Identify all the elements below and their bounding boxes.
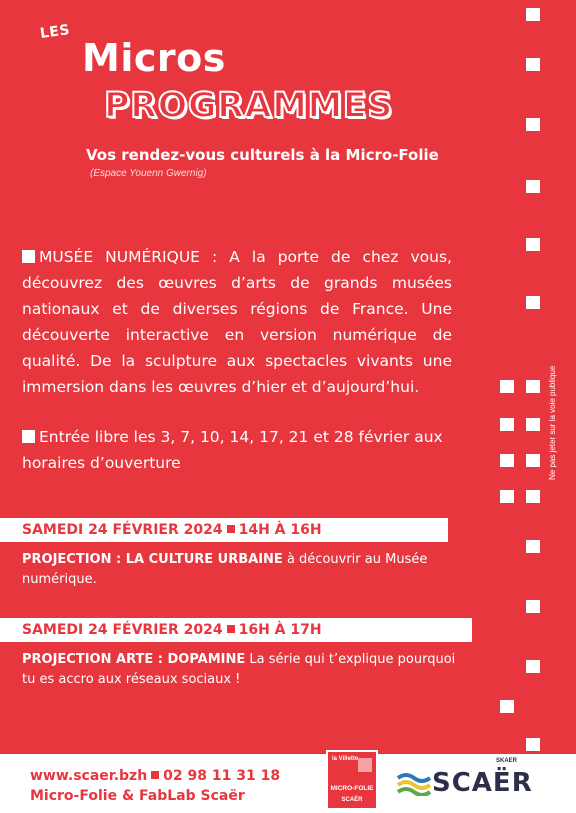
footer-org: Micro-Folie & FabLab Scaër [30,788,245,804]
mf-logo-city: SCAËR [341,797,363,803]
strip-square [500,380,514,393]
micro-folie-logo [326,750,378,810]
mf-logo-name: MICRO-FOLIE [328,785,376,792]
scaer-wave-icon [396,770,432,796]
strip-square [526,600,540,613]
event-text: La série qui t’explique pourquoi tu es accro aux réseaux sociaux ! [22,652,456,687]
footer-contact [30,768,280,784]
square-bullet-icon [22,250,35,263]
strip-square [500,700,514,713]
strip-square [526,58,540,71]
title-les: LES [39,21,72,43]
entree-paragraph [22,424,452,476]
venue-note: (Espace Youenn Gwernig) [90,168,207,179]
event-date: SAMEDI 24 FÉVRIER 2024 [22,522,223,538]
event-description [22,550,462,590]
strip-square [526,238,540,251]
strip-square [500,418,514,431]
strip-square [526,118,540,131]
strip-square [526,738,540,751]
square-bullet-icon [151,771,159,779]
strip-square [526,540,540,553]
scaer-wordmark: SCAËR [432,768,533,798]
strip-square [526,490,540,503]
strip-square [526,380,540,393]
entree-text: Entrée libre les 3, 7, 10, 14, 17, 21 et 28 février aux horaires d’ouverture [22,428,443,472]
square-bullet-icon [22,430,35,443]
scaer-small-text: SKAER [496,758,518,764]
event-time: 16H À 17H [238,622,322,638]
scaer-logo [396,758,533,804]
musee-lead: MUSÉE NUMÉRIQUE : [39,248,218,266]
strip-square [500,490,514,503]
strip-square [526,296,540,309]
footer [0,754,576,813]
event-date: SAMEDI 24 FÉVRIER 2024 [22,622,223,638]
event-title: PROJECTION ARTE : DOPAMINE [22,652,246,667]
strip-square [526,418,540,431]
strip-square [526,660,540,673]
strip-square [500,454,514,467]
title-programmes: PROGRAMMES [104,86,393,126]
musee-text: A la porte de chez vous, découvrez des œuvres d’arts de grands musées nationaux et de diverses régions de France. Une découverte interactive en version numérique de qualité. De la sculpture aux spectacles vivants une immersion dans les œuvres d’hier et d’aujourd’hui. [22,248,452,396]
website-link[interactable]: www.scaer.bzh [30,768,148,784]
cube-icon [358,758,372,772]
square-bullet-icon [227,625,235,633]
mf-logo-top: la Villette [332,756,359,762]
phone-number[interactable]: 02 98 11 31 18 [163,768,281,784]
event-text: à découvrir au Musée numérique. [22,552,428,587]
side-note: Ne pas jeter sur la voie publique [548,365,557,480]
subtitle: Vos rendez-vous culturels à la Micro-Folie [86,146,439,164]
event-date-bar [0,618,472,642]
event-time: 14H À 16H [238,522,322,538]
event-description [22,650,462,690]
square-bullet-icon [227,525,235,533]
event-title: PROJECTION : LA CULTURE URBAINE [22,552,283,567]
event-date-bar [0,518,448,542]
strip-square [526,180,540,193]
musee-paragraph [22,244,452,400]
strip-square [526,8,540,21]
strip-square [526,454,540,467]
title-micros: Micros [82,36,226,80]
